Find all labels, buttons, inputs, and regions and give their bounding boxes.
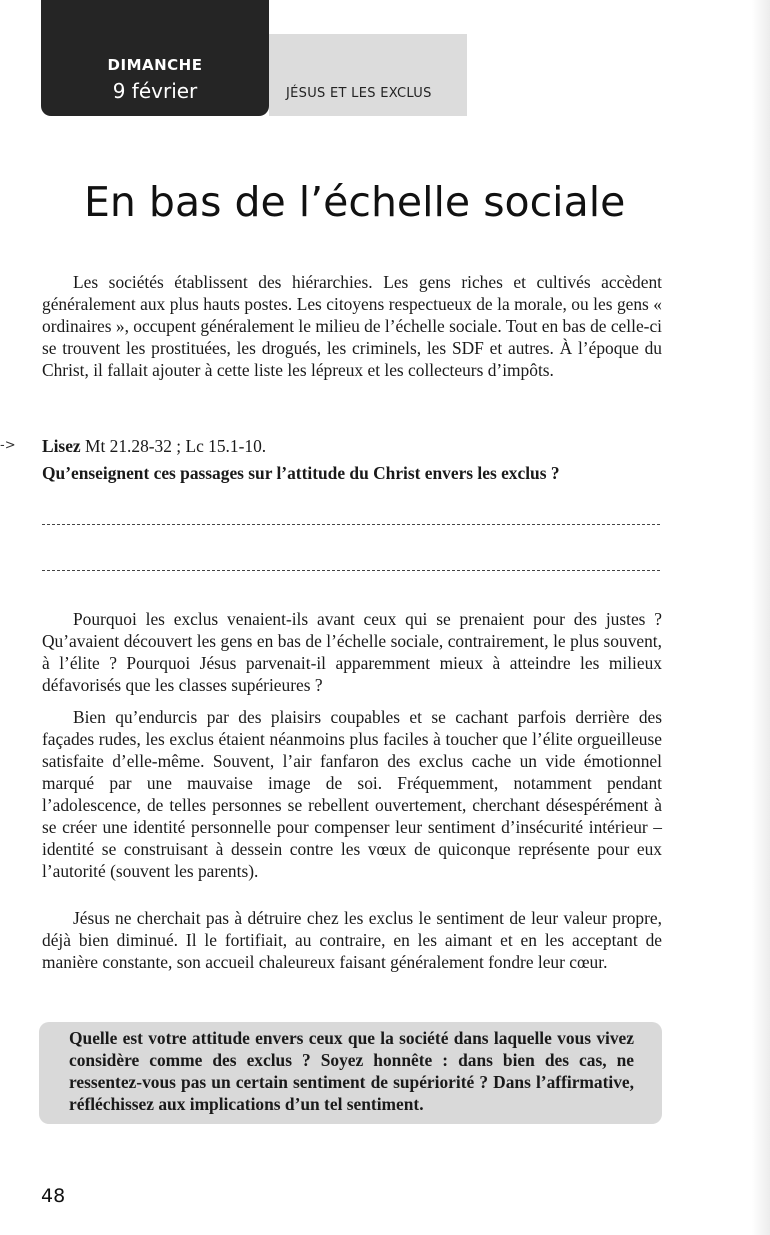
page-number: 48 xyxy=(41,1185,66,1207)
intro-paragraph: Les sociétés établissent des hiérarchies. Les gens riches et cultivés accèdent généralement aux plus hauts postes. Les citoyens respectueux de la morale, ou les gens « ordinaires », occupent généralement le milieu de l’échelle sociale. Tout en bas de celle-ci se trouvent les prostituées, les drogués, les criminels, les SDF et autres. À l’époque du Christ, il fallait ajouter à cette liste les lépreux et les collecteurs d’impôts. xyxy=(42,272,662,380)
callout-text: Quelle est votre attitude envers ceux que la société dans laquelle vous vivez considère comme des exclus ? Soyez honnête : dans bien des cas, ne ressentez-vous pas un certain sentiment de supériorité ? Dans l’affirmative, réfléchissez aux implications d’un tel sentiment. xyxy=(69,1028,634,1114)
day-label: DIMANCHE xyxy=(107,56,203,74)
lesson-title: JÉSUS ET LES EXCLUS xyxy=(286,86,432,101)
answer-line xyxy=(42,524,660,525)
page-title: En bas de l’échelle sociale xyxy=(84,178,626,226)
header-band xyxy=(269,34,467,116)
page-edge xyxy=(752,0,770,1235)
reading-label: Lisez xyxy=(42,436,81,456)
answer-line xyxy=(42,570,660,571)
margin-marker: -> xyxy=(0,438,16,453)
reflection-callout xyxy=(39,1022,662,1124)
body-paragraph: Pourquoi les exclus venaient-ils avant ceux qui se prenaient pour des justes ? Qu’avaient découvert les gens en bas de l’échelle sociale, contrairement, le plus souvent, à l’élite ? Pourquoi Jésus parvenait-il apparemment mieux à atteindre les milieux défavorisés que les classes supérieures ? xyxy=(42,609,662,695)
study-question: Qu’enseignent ces passages sur l’attitude du Christ envers les exclus ? xyxy=(42,463,560,483)
body-paragraph: Jésus ne cherchait pas à détruire chez les exclus le sentiment de leur valeur propre, déjà bien diminué. Il le fortifiait, au contraire, en les aimant et en les acceptant de manière constante, son accueil chaleureux faisant généralement fondre leur cœur. xyxy=(42,908,662,972)
body-paragraph: Bien qu’endurcis par des plaisirs coupables et se cachant parfois derrière des façades rudes, les exclus étaient néanmoins plus faciles à toucher que l’élite orgueilleuse satisfaite d’elle-même. Souvent, l’air fanfaron des exclus cache un vide émotionnel marqué par une mauvaise image de soi. Fréquemment, notamment pendant l’adolescence, de telles personnes se rebellent ouvertement, cherchant désespérément à se créer une identité personnelle pour compenser leur sentiment d’insécurité intérieur – identité se construisant à dessein contre les vœux de quiconque représente pour eux l’autorité (souvent les parents). xyxy=(42,707,662,881)
reading-references: Mt 21.28-32 ; Lc 15.1-10. xyxy=(80,436,267,456)
date-label: 9 février xyxy=(112,79,198,103)
date-box xyxy=(41,0,269,116)
reading-assignment xyxy=(42,436,266,457)
